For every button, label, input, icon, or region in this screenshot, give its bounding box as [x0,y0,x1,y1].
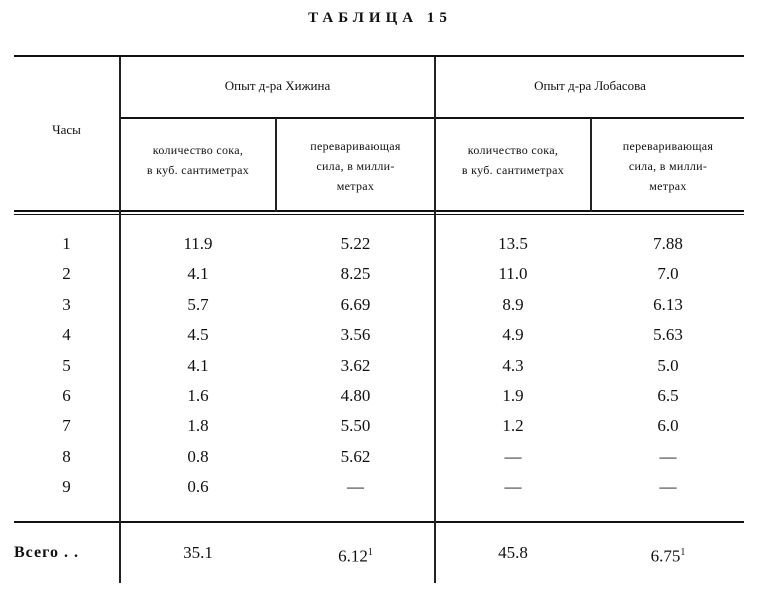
hour-label: 8 [62,447,71,466]
table-cell-amount-lobasov: 4.9 [502,325,524,344]
table-cell-amount-khizhin: 11.9 [183,234,213,253]
total-power-lobasov: 6.75$^1$ [650,546,686,566]
table-cell-amount-khizhin: 0.6 [187,477,209,496]
table-title: ТАБЛИЦА 15 [308,10,452,26]
subheader-power-khizhin: переваривающая сила, в милли- метрах [310,139,401,193]
table-cell-power-lobasov: 5.63 [653,325,683,344]
hour-label: 4 [62,325,71,344]
hours-header: Часы [52,122,81,137]
table-cell-amount-lobasov: — [504,477,522,496]
table-cell-amount-khizhin: 0.8 [187,447,209,466]
table-cell-power-khizhin: 8.25 [340,264,371,283]
table-cell-amount-lobasov: 13.5 [498,234,528,253]
table-cell-power-lobasov: 6.13 [653,295,683,314]
footnote-mark: 1 [367,547,373,558]
subheader-power-lobasov: переваривающая сила, в милли- метрах [622,139,714,193]
table-cell-power-khizhin: 3.56 [340,325,371,344]
hour-label: 7 [62,416,71,435]
total-power-khizhin: 6.12$^1$ [338,546,373,566]
group-header-khizhin: Опыт д-ра Хижина [224,78,331,93]
table-cell-power-khizhin: 5.62 [340,447,371,466]
table-cell-power-khizhin: 6.69 [340,295,371,314]
subheader-amount-khizhin: количество сока, в куб. сантиметрах [146,143,250,177]
table-cell-amount-lobasov: 4.3 [502,356,524,375]
table-cell-power-lobasov: 5.0 [657,356,679,375]
hour-label: 5 [62,356,71,375]
total-amount-khizhin: 35.1 [183,543,213,562]
group-rule [120,117,744,119]
table-cell-amount-lobasov: 1.2 [502,416,524,435]
footnote-mark: 1 [680,547,686,558]
table-cell-amount-lobasov: 8.9 [502,295,524,314]
top-rule [14,55,744,57]
table-cell-amount-khizhin: 1.8 [187,416,209,435]
hour-label: 1 [62,234,71,253]
table-cell-power-khizhin: 3.62 [340,356,371,375]
table-cell-amount-lobasov: — [504,447,522,466]
group-header-lobasov: Опыт д-ра Лобасова [534,78,646,93]
table-cell-amount-khizhin: 4.5 [187,325,209,344]
header-bottom-rule-1 [14,210,744,212]
hour-label: 6 [62,386,71,405]
table-cell-power-khizhin: — [347,477,364,496]
table-cell-amount-khizhin: 5.7 [187,295,209,314]
table-cell-power-lobasov: — [659,477,677,496]
header-bottom-rule-2 [14,214,744,215]
hour-label: 2 [62,264,71,283]
total-label: Всего . . [14,544,79,561]
hour-label: 9 [62,477,71,496]
table-cell-amount-khizhin: 4.1 [187,264,209,283]
total-rule [14,521,744,523]
subheader-amount-lobasov: количество сока, в куб. сантиметрах [461,143,565,177]
total-amount-lobasov: 45.8 [498,543,528,562]
table-cell-power-lobasov: 6.0 [657,416,679,435]
table-cell-amount-khizhin: 4.1 [187,356,209,375]
table-cell-amount-khizhin: 1.6 [187,386,209,405]
table-cell-amount-lobasov: 11.0 [498,264,528,283]
table-cell-power-lobasov: 6.5 [657,386,679,405]
table-cell-power-lobasov: 7.88 [653,234,683,253]
hour-label: 3 [62,295,71,314]
table-cell-power-lobasov: — [659,447,677,466]
table-cell-power-khizhin: 5.50 [340,416,371,435]
table-cell-power-khizhin: 4.80 [340,386,371,405]
table-cell-power-lobasov: 7.0 [657,264,679,283]
table-cell-power-khizhin: 5.22 [340,234,371,253]
table-cell-amount-lobasov: 1.9 [502,386,524,405]
